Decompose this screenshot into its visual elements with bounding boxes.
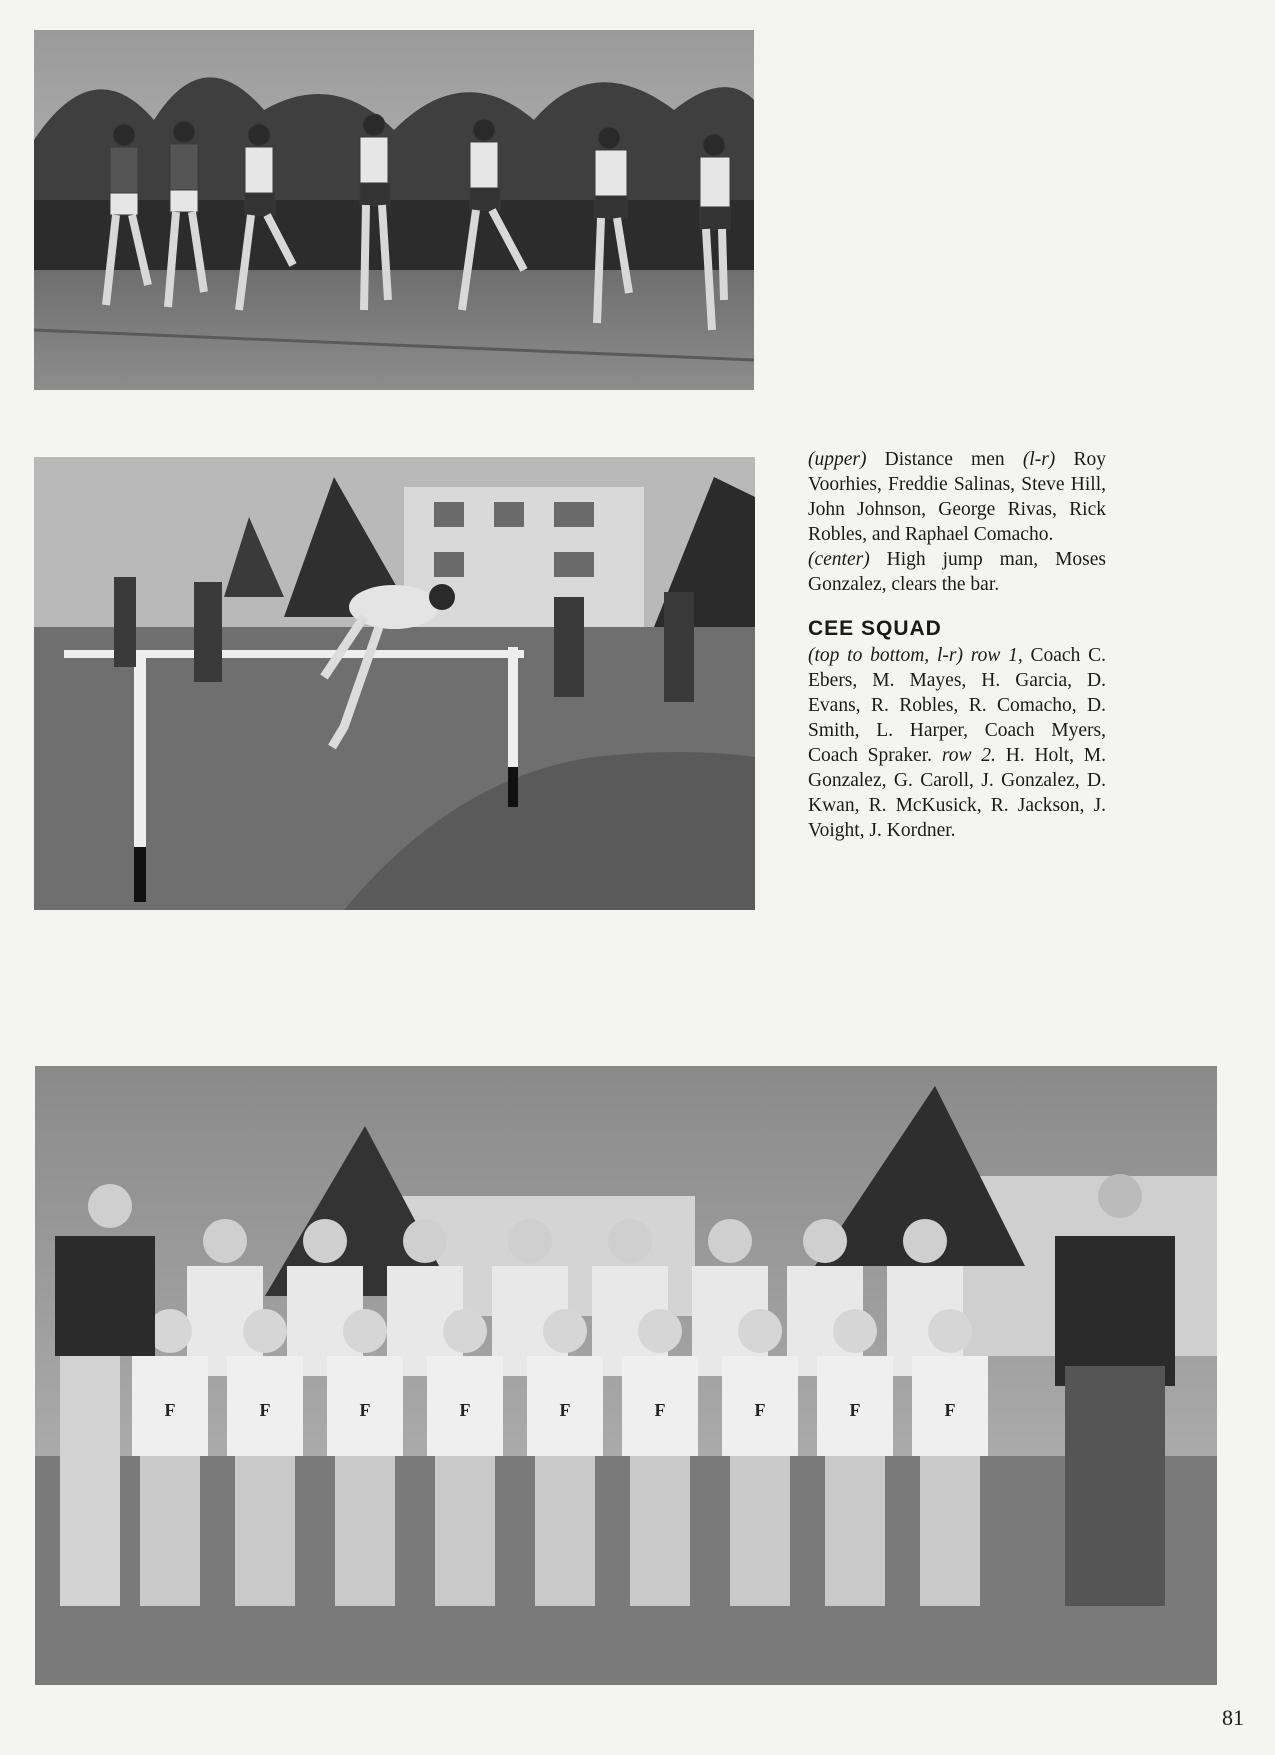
caption-upper <box>808 447 1106 547</box>
photo-distance-runners <box>34 30 754 390</box>
photo-cee-squad <box>35 1066 1217 1685</box>
jersey-letter: F <box>359 1400 371 1420</box>
jersey-letter: F <box>849 1400 861 1420</box>
caption-squad-order: (top to bottom, l-r) row 1, <box>808 645 1023 666</box>
jersey-letter: F <box>259 1400 271 1420</box>
caption-center <box>808 547 1106 597</box>
caption-squad-row2: H. Holt, M. Gonzalez, G. Caroll, J. Gonzalez, D. Kwan, R. McKusick, R. Jackson, J. Voight, J. Kordner. <box>808 745 1107 841</box>
caption-block <box>808 447 1106 843</box>
jersey-letter: F <box>459 1400 471 1420</box>
caption-squad <box>808 643 1106 843</box>
jersey-letter: F <box>654 1400 666 1420</box>
squad-heading: CEE SQUAD <box>808 617 942 640</box>
page-number: 81 <box>1222 1705 1244 1730</box>
caption-upper-names: Roy Voorhies, Freddie Salinas, Steve Hill, John Johnson, George Rivas, Rick Robles, and Raphael Comacho. <box>808 449 1106 545</box>
caption-squad-row1: Coach C. Ebers, M. Mayes, H. Garcia, D. Evans, R. Robles, R. Comacho, D. Smith, L. Harper, Coach Myers, Coach Spraker. <box>808 645 1106 766</box>
photo-high-jump <box>34 457 755 910</box>
caption-squad-row2-label: row 2. <box>941 745 996 766</box>
caption-upper-lr: (l-r) <box>1022 449 1056 470</box>
caption-center-label: (center) <box>808 549 870 570</box>
caption-upper-label: (upper) <box>808 449 867 470</box>
caption-upper-text: Distance men <box>866 449 1023 470</box>
jersey-letter: F <box>164 1400 176 1420</box>
jersey-letter: F <box>754 1400 766 1420</box>
jersey-letter: F <box>559 1400 571 1420</box>
caption-center-text: High jump man, Moses Gonzalez, clears the bar. <box>808 549 1106 595</box>
jersey-letter: F <box>944 1400 956 1420</box>
